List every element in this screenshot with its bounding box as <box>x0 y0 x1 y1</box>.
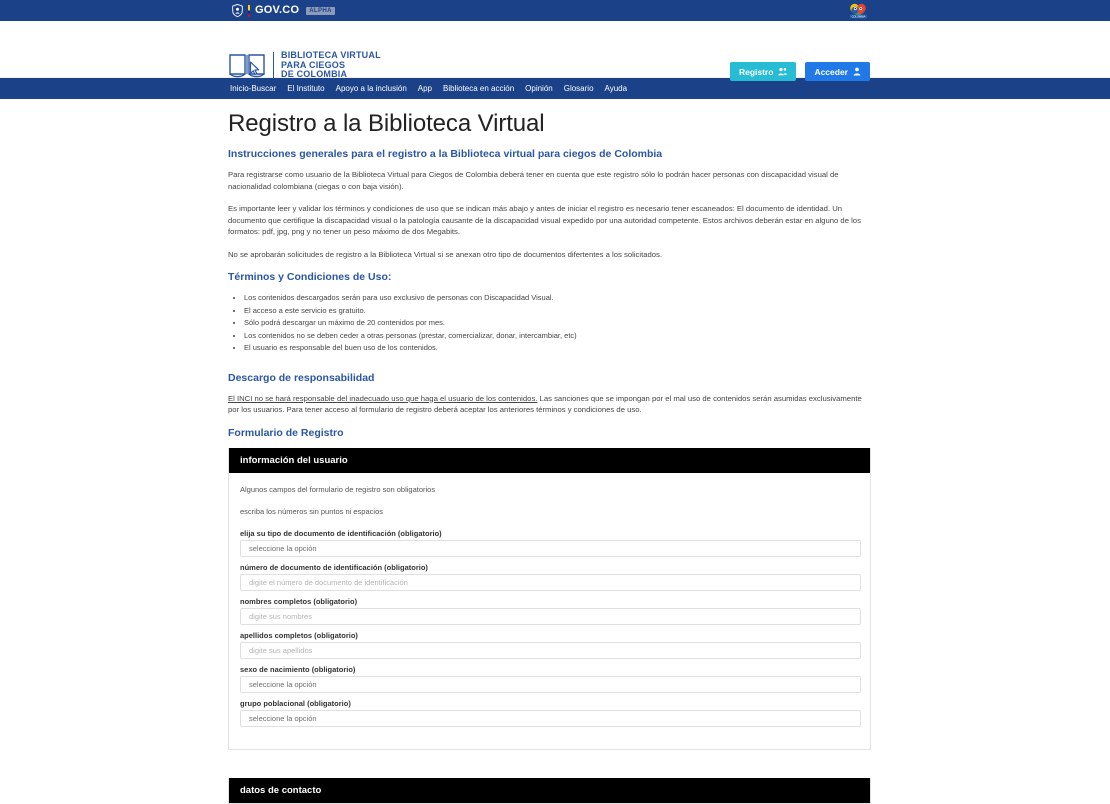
govco-top-bar <box>0 0 1110 21</box>
nav-item-ayuda[interactable]: Ayuda <box>604 83 628 93</box>
colombia-co-logo <box>849 3 868 19</box>
nav-item-inicio-buscar[interactable]: Inicio-Buscar <box>230 83 277 93</box>
brand-line-1: BIBLIOTECA VIRTUAL <box>281 50 381 60</box>
users-add-icon <box>778 67 787 76</box>
field-numero-documento-label: número de documento de identificación (obligatorio) <box>240 562 428 572</box>
intro-paragraph-3: No se aprobarán solicitudes de registro a la Biblioteca Virtual si se anexan otro tipo de documentos difertentes a los solicitados. <box>228 249 663 259</box>
nav-item-opinion[interactable]: Opinión <box>525 83 553 93</box>
nav-item-apoyo-a-la-inclusion[interactable]: Apoyo a la inclusión <box>335 83 407 93</box>
instructions-heading: Instrucciones generales para el registro a la Biblioteca virtual para ciegos de Colombia <box>228 148 663 160</box>
list-item: • Los contenidos descargados serán para uso exclusivo de personas con Discapacidad Visual. <box>244 292 873 304</box>
disclaimer-rest-text: Las sanciones que se impongan por el mal uso de contenidos serán asumidas exclusivamente por los usuarios. Para tener acceso al formulario de registro deberá aceptar los anteriores términos y condiciones de uso. <box>228 393 862 414</box>
nav-item-biblioteca-en-accion[interactable]: Biblioteca en acción <box>443 83 515 93</box>
nav-item-app[interactable]: App <box>417 83 432 93</box>
field-numero-documento <box>240 563 859 591</box>
intro-paragraph-1: Para registrarse como usuario de la Biblioteca Virtual para Ciegos de Colombia deberá tener en cuenta que este registro sólo lo podrán hacer personas con discapacidad visual de nacionalidad colombiana (ciegas o con baja visión). <box>228 170 839 191</box>
form-heading: Formulario de Registro <box>228 426 344 439</box>
user-information-card-body <box>229 473 870 749</box>
list-item: • El usuario es responsable del buen uso de los contenidos. <box>244 342 873 354</box>
terms-heading: Términos y Condiciones de Uso: <box>228 271 392 283</box>
svg-text:COLOMBIA: COLOMBIA <box>851 15 866 19</box>
nombres-input[interactable]: digite sus nombres <box>240 608 861 625</box>
card-spacer <box>228 750 873 770</box>
user-information-card <box>228 448 871 750</box>
contact-data-card <box>228 778 871 804</box>
brand-line-3: DE COLOMBIA <box>281 69 348 79</box>
field-nombres-label: nombres completos (obligatorio) <box>240 596 358 606</box>
field-apellidos-label: apellidos completos (obligatorio) <box>240 630 358 640</box>
tipo-documento-select[interactable]: seleccione la opción <box>240 540 861 557</box>
header-actions <box>730 62 870 81</box>
form-note-2: escriba los números sin puntos ni espacios <box>240 506 383 516</box>
grupo-poblacional-select[interactable]: seleccione la opción <box>240 710 861 727</box>
contact-data-card-title: datos de contacto <box>229 778 870 803</box>
nav-item-el-instituto[interactable]: El Instituto <box>287 83 325 93</box>
list-item: • Sólo podrá descargar un máximo de 20 contenidos por mes. <box>244 317 873 329</box>
disclaimer-heading: Descargo de responsabilidad <box>228 371 375 384</box>
nav-item-glosario[interactable]: Glosario <box>563 83 594 93</box>
field-grupo-poblacional-label: grupo poblacional (obligatorio) <box>240 698 351 708</box>
field-nombres <box>240 597 859 625</box>
govco-wordmark: GOV.CO <box>255 4 300 16</box>
field-apellidos <box>240 631 859 659</box>
acceder-button-label: Acceder <box>814 66 848 77</box>
brand-wordmark <box>281 51 381 80</box>
field-tipo-documento-label: elija su tipo de documento de identificación (obligatorio) <box>240 528 442 538</box>
field-tipo-documento <box>240 529 859 557</box>
content-column <box>228 110 873 804</box>
brand-divider <box>273 52 274 79</box>
colombia-flag-stripe <box>248 5 250 17</box>
field-sexo-nacimiento-label: sexo de nacimiento (obligatorio) <box>240 664 356 674</box>
user-information-card-title: información del usuario <box>229 448 870 473</box>
terms-list <box>228 292 873 354</box>
disclaimer-paragraph <box>228 393 873 416</box>
shield-icon <box>232 4 243 17</box>
registro-button-label: Registro <box>738 66 774 77</box>
site-logo[interactable] <box>228 51 381 80</box>
form-note-1: Algunos campos del formulario de registro son obligatorios <box>240 484 436 494</box>
acceder-button[interactable] <box>805 62 870 81</box>
field-sexo-nacimiento <box>240 665 859 693</box>
list-item: • Los contenidos no se deben ceder a otras personas (prestar, comercializar, donar, intercambiar, etc) <box>244 330 873 342</box>
govco-brand[interactable] <box>232 0 335 21</box>
sexo-nacimiento-select[interactable]: seleccione la opción <box>240 676 861 693</box>
page-content <box>0 110 1110 804</box>
page-title: Registro a la Biblioteca Virtual <box>228 110 545 137</box>
disclaimer-underlined-text: El INCI no se hará responsable del inadecuado uso que haga el usuario de los contenidos. <box>228 393 538 403</box>
apellidos-input[interactable]: digite sus apellidos <box>240 642 861 659</box>
field-grupo-poblacional <box>240 699 859 727</box>
site-header <box>0 21 1110 78</box>
brand-line-2: PARA CIEGOS <box>281 59 346 70</box>
list-item: • El acceso a este servicio es gratuito. <box>244 305 873 317</box>
registro-button[interactable] <box>730 62 796 81</box>
numero-documento-input[interactable]: digite el número de documento de identificación <box>240 574 861 591</box>
govco-alpha-badge: ALPHA <box>306 7 335 15</box>
user-icon <box>853 67 861 76</box>
intro-paragraph-2: Es importante leer y validar los términos y condiciones de uso que se indican más abajo y antes de iniciar el registro es necesario tener escaneados: El documento de identidad. Un documento que certifique la discapacidad visual o la patología causante de la discapacidad visual expedido por una autoridad competente. Estos archivos deberán estar en alguno de los formatos: pdf, jpg, png y no tener un peso máximo de dos Megabits. <box>228 204 861 236</box>
open-book-cursor-icon <box>228 52 266 79</box>
main-navigation <box>0 78 1110 99</box>
